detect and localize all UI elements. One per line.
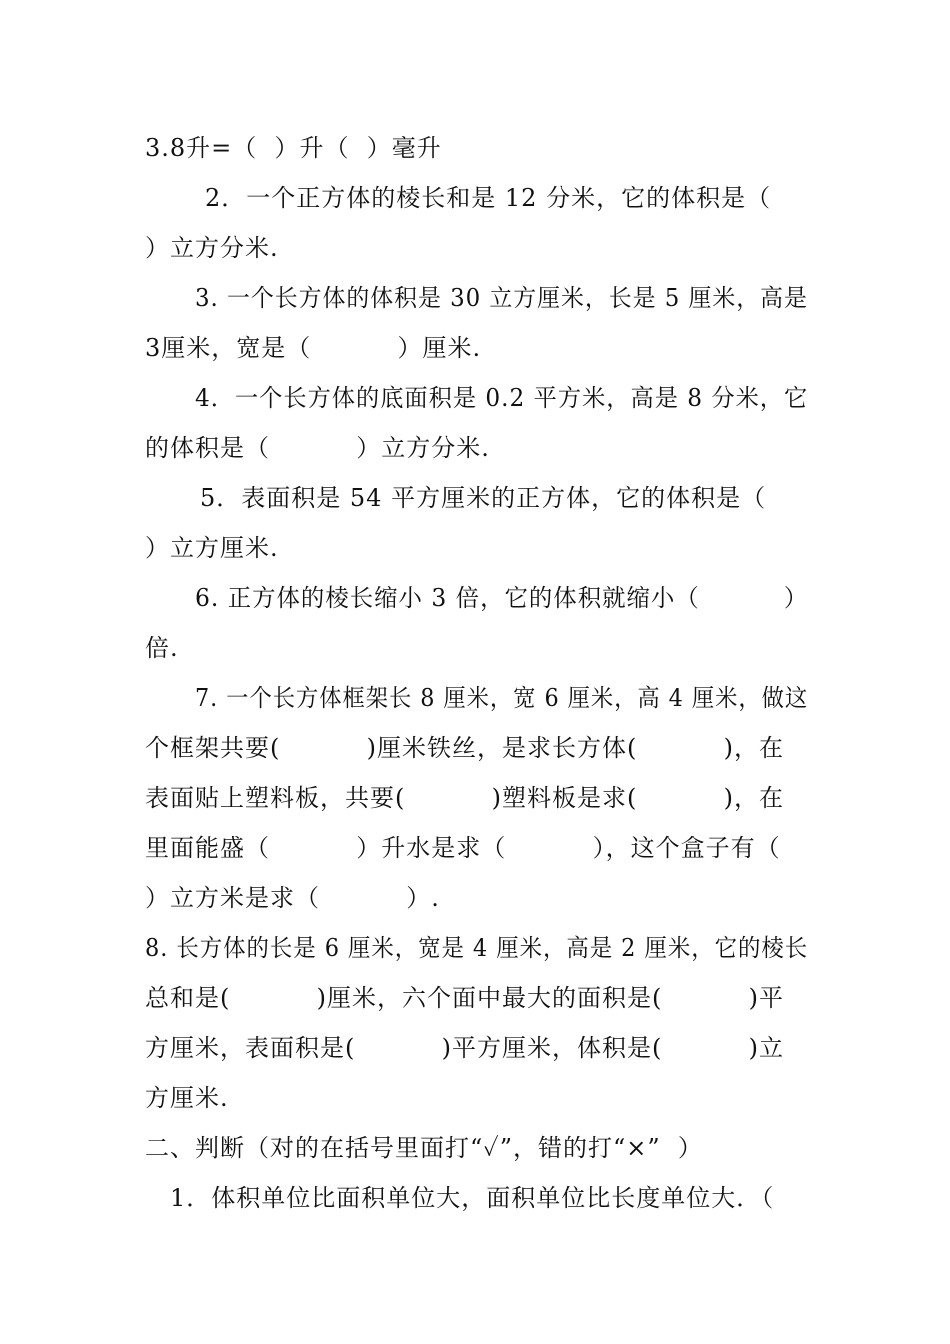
q4-line-2: 的体积是（ ）立方分米. <box>145 434 490 462</box>
q8-line-3: 方厘米，表面积是( )平方厘米，体积是( )立 <box>145 1034 785 1062</box>
q2-line-2: ）立方分米. <box>145 234 279 262</box>
q6-line-1: 6. 正方体的棱长缩小 3 倍，它的体积就缩小（ ） <box>195 584 809 612</box>
q7-line-5: ）立方米是求（ ）. <box>145 884 440 912</box>
q6-line-2: 倍. <box>145 634 179 662</box>
q7-line-1: 7. 一个长方体框架长 8 厘米，宽 6 厘米，高 4 厘米，做这 <box>195 684 809 712</box>
q3-line-2: 3厘米，宽是（ ）厘米. <box>145 334 482 362</box>
q7-line-2: 个框架共要( )厘米铁丝，是求长方体( )，在 <box>145 734 785 762</box>
q7-line-4: 里面能盛（ ）升水是求（ ），这个盒子有（ <box>145 834 781 862</box>
q1-line: 3.8升=（ ）升（ ）毫升 <box>145 134 442 162</box>
q7-line-3: 表面贴上塑料板，共要( )塑料板是求( )，在 <box>145 784 785 812</box>
q2-line-1: 2．一个正方体的棱长和是 12 分米，它的体积是（ <box>205 184 772 212</box>
q8-line-1: 8. 长方体的长是 6 厘米，宽是 4 厘米，高是 2 厘米，它的棱长 <box>145 934 809 962</box>
q5-line-2: ）立方厘米. <box>145 534 279 562</box>
section-2-heading: 二、判断（对的在括号里面打“✓”，错的打“×” ） <box>145 1134 703 1162</box>
q8-line-4: 方厘米. <box>145 1084 229 1112</box>
q8-line-2: 总和是( )厘米，六个面中最大的面积是( )平 <box>145 984 785 1012</box>
q5-line-1: 5．表面积是 54 平方厘米的正方体，它的体积是（ <box>200 484 767 512</box>
q3-line-1: 3. 一个长方体的体积是 30 立方厘米，长是 5 厘米，高是 <box>195 284 808 312</box>
q4-line-1: 4．一个长方体的底面积是 0.2 平方米，高是 8 分米，它 <box>195 384 809 412</box>
judge-q1-line: 1．体积单位比面积单位大，面积单位比长度单位大．（ <box>170 1184 775 1212</box>
